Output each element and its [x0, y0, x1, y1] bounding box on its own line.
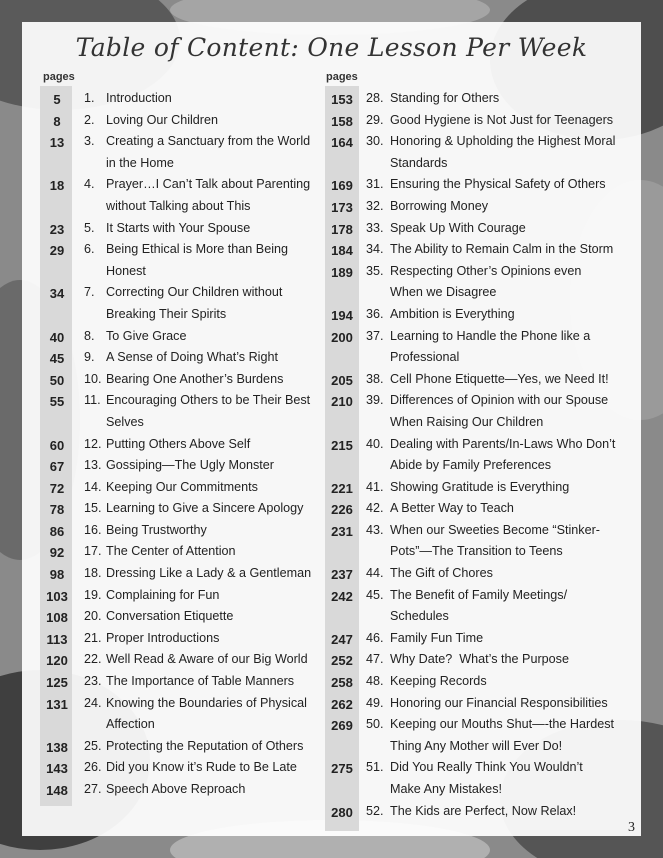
toc-entry — [325, 218, 645, 240]
toc-entry-page: 280 — [331, 804, 353, 820]
toc-entry-title-line: The Gift of Chores — [390, 566, 493, 581]
toc-entry — [40, 477, 360, 499]
toc-entry-number: 27. — [84, 782, 102, 796]
toc-entry-page: 92 — [49, 545, 65, 561]
toc-right-column — [325, 88, 645, 822]
toc-entry-page: 34 — [49, 286, 65, 302]
toc-entry — [325, 757, 645, 800]
toc-entry-page: 60 — [49, 437, 65, 453]
toc-entry-title-line: Family Fun Time — [390, 630, 484, 645]
toc-entry-page: 23 — [49, 221, 65, 237]
toc-entry-title-line: Well Read & Aware of our Big World — [106, 652, 308, 667]
toc-entry-number: 5. — [84, 220, 95, 235]
toc-entry-number: 15. — [84, 501, 102, 516]
toc-entry — [40, 218, 360, 240]
toc-entry-title-line: Good Hygiene is Not Just for Teenagers — [390, 112, 614, 127]
toc-entry — [40, 455, 360, 477]
toc-entry-number: 18. — [84, 566, 102, 581]
toc-entry — [325, 131, 645, 174]
toc-entry-title-line: To Give Grace — [106, 328, 187, 343]
toc-entry-number: 6. — [84, 242, 95, 257]
toc-entry-page: 98 — [49, 567, 65, 583]
toc-entry-title-line: Complaining for Fun — [106, 587, 220, 602]
toc-entry-title-line: Respecting Other’s Opinions even — [390, 263, 582, 278]
toc-entry-title-line: Why Date? What’s the Purpose — [390, 652, 569, 667]
page-title: Table of Content: One Lesson Per Week — [75, 33, 588, 62]
toc-entry-number: 29. — [366, 112, 384, 127]
toc-entry-title-line: A Better Way to Teach — [390, 501, 514, 516]
toc-entry-title-line: Professional — [390, 350, 460, 365]
toc-entry — [40, 88, 360, 110]
toc-entry-page: 231 — [331, 523, 353, 539]
toc-entry — [40, 671, 360, 693]
toc-entry-number: 51. — [366, 760, 384, 775]
toc-entry-page: 18 — [49, 178, 65, 194]
toc-entry-title-line: Selves — [106, 414, 144, 429]
toc-entry-number: 46. — [366, 630, 384, 645]
toc-entry-number: 34. — [366, 242, 384, 257]
toc-entry — [325, 174, 645, 196]
toc-entry-title-line: in the Home — [106, 155, 174, 170]
toc-entry-title-line: Knowing the Boundaries of Physical — [106, 695, 307, 710]
toc-entry-title-line: Correcting Our Children without — [106, 285, 283, 300]
toc-entry-number: 10. — [84, 371, 102, 386]
toc-entry-title-line: Pots”—The Transition to Teens — [390, 544, 563, 559]
toc-entry-number: 14. — [84, 479, 102, 494]
toc-entry — [40, 390, 360, 433]
toc-entry-title-line: Gossiping—The Ugly Monster — [106, 458, 274, 473]
toc-entry-title-line: Speech Above Reproach — [106, 782, 246, 796]
toc-entry-number: 39. — [366, 393, 384, 408]
toc-entry-number: 13. — [84, 458, 102, 473]
toc-entry-number: 1. — [84, 91, 95, 105]
toc-entry — [325, 563, 645, 585]
toc-entry — [40, 628, 360, 650]
toc-entry-number: 2. — [84, 112, 95, 127]
toc-entry-number: 52. — [366, 803, 384, 818]
toc-entry-title-line: Conversation Etiquette — [106, 609, 234, 624]
toc-entry-page: 50 — [49, 372, 65, 388]
toc-entry-title-line: When Raising Our Children — [390, 414, 544, 429]
toc-entry-number: 40. — [366, 436, 384, 451]
toc-entry — [40, 649, 360, 671]
toc-entry-page: 262 — [331, 696, 353, 712]
toc-entry-number: 31. — [366, 177, 384, 192]
toc-entry — [40, 520, 360, 542]
toc-entry-page: 131 — [46, 696, 68, 712]
toc-entry-number: 37. — [366, 328, 384, 343]
toc-entry-number: 28. — [366, 91, 384, 105]
toc-entry — [40, 239, 360, 282]
toc-entry-page: 78 — [49, 502, 65, 518]
toc-entry-title-line: Protecting the Reputation of Others — [106, 738, 304, 753]
toc-entry-page: 189 — [331, 264, 353, 280]
toc-entry-title-line: The Kids are Perfect, Now Relax! — [390, 803, 577, 818]
toc-entry — [40, 585, 360, 607]
toc-entry-page: 40 — [49, 329, 65, 345]
toc-entry-page: 67 — [49, 459, 65, 475]
page-number: 3 — [628, 820, 635, 835]
toc-entry-number: 30. — [366, 134, 384, 149]
toc-entry-title-line: When our Sweeties Become “Stinker- — [390, 522, 600, 537]
toc-entry — [40, 369, 360, 391]
toc-entry-title-line: Ensuring the Physical Safety of Others — [390, 177, 606, 192]
toc-entry — [325, 585, 645, 628]
toc-entry-number: 8. — [84, 328, 95, 343]
toc-entry-title-line: The Center of Attention — [106, 544, 236, 559]
toc-entry-title-line: Schedules — [390, 609, 449, 624]
toc-entry-page: 13 — [49, 135, 65, 151]
toc-entry-page: 269 — [331, 718, 353, 734]
toc-entry-title-line: Honest — [106, 263, 146, 278]
toc-entry-page: 158 — [331, 113, 353, 129]
toc-entry — [40, 434, 360, 456]
toc-entry-page: 184 — [331, 243, 353, 259]
toc-entry-number: 19. — [84, 587, 102, 602]
toc-entry-number: 44. — [366, 566, 384, 581]
toc-entry-title-line: Did you Know it’s Rude to Be Late — [106, 760, 297, 775]
toc-entry-title-line: Abide by Family Preferences — [390, 458, 551, 473]
toc-entry — [325, 196, 645, 218]
toc-entry — [325, 649, 645, 671]
toc-entry-number: 11. — [84, 393, 101, 408]
toc-entry-title-line: Keeping our Mouths Shut—-the Hardest — [390, 717, 615, 732]
toc-entry-number: 47. — [366, 652, 384, 667]
toc-entry-title-line: The Benefit of Family Meetings/ — [390, 587, 568, 602]
toc-entry-page: 55 — [49, 394, 65, 410]
toc-entry-number: 25. — [84, 738, 102, 753]
toc-entry-number: 12. — [84, 436, 102, 451]
toc-entry — [325, 434, 645, 477]
toc-entry-page: 258 — [331, 675, 353, 691]
toc-entry-page: 148 — [46, 783, 68, 798]
toc-entry-title-line: Putting Others Above Self — [106, 436, 251, 451]
toc-entry — [40, 282, 360, 325]
toc-entry-number: 50. — [366, 717, 384, 732]
toc-entry-page: 173 — [331, 199, 353, 215]
toc-entry-title-line: Speak Up With Courage — [390, 220, 526, 235]
toc-entry-number: 36. — [366, 306, 384, 321]
toc-entry — [325, 369, 645, 391]
toc-entry-number: 48. — [366, 674, 384, 689]
toc-entry-number: 49. — [366, 695, 384, 710]
toc-entry-number: 24. — [84, 695, 102, 710]
toc-entry-page: 103 — [46, 588, 68, 604]
toc-entry-page: 108 — [46, 610, 68, 626]
toc-entry-number: 38. — [366, 371, 384, 386]
toc-entry-number: 26. — [84, 760, 102, 775]
toc-entry-page: 226 — [331, 502, 353, 518]
toc-entry — [40, 693, 360, 736]
toc-entry-page: 247 — [331, 631, 353, 647]
toc-entry-number: 21. — [84, 630, 102, 645]
toc-entry-title-line: Dealing with Parents/In-Laws Who Don’t — [390, 436, 616, 451]
toc-entry-page: 237 — [331, 567, 353, 583]
toc-entry — [325, 671, 645, 693]
toc-entry-page: 86 — [49, 523, 65, 539]
toc-entry-title-line: Loving Our Children — [106, 112, 219, 127]
toc-entry-number: 20. — [84, 609, 102, 624]
toc-entry-title-line: Dressing Like a Lady & a Gentleman — [106, 566, 312, 581]
toc-entry — [325, 628, 645, 650]
toc-entry-page: 178 — [331, 221, 353, 237]
toc-entry-number: 7. — [84, 285, 95, 300]
toc-entry-page: 275 — [331, 761, 353, 777]
toc-entry-page: 252 — [331, 653, 353, 669]
toc-entry-title-line: Honoring & Upholding the Highest Moral — [390, 134, 616, 149]
toc-entry-title-line: Bearing One Another’s Burdens — [106, 371, 284, 386]
toc-entry — [325, 801, 645, 823]
toc-entry-number: 22. — [84, 652, 102, 667]
toc-entry — [325, 498, 645, 520]
pages-column-header-left: pages — [43, 71, 75, 83]
toc-entry — [325, 714, 645, 757]
toc-entry-page: 210 — [331, 394, 353, 410]
toc-entry-number: 35. — [366, 263, 384, 278]
toc-entry — [325, 693, 645, 715]
toc-entry — [40, 757, 360, 779]
toc-entry-page: 138 — [46, 739, 68, 755]
toc-entry — [325, 520, 645, 563]
toc-entry — [325, 239, 645, 261]
toc-entry-title-line: Being Ethical is More than Being — [106, 242, 289, 257]
toc-entry-title-line: Honoring our Financial Responsibilities — [390, 695, 608, 710]
toc-entry-title-line: Showing Gratitude is Everything — [390, 479, 570, 494]
toc-entry-title-line: Borrowing Money — [390, 198, 488, 213]
toc-entry-title-line: Standing for Others — [390, 91, 500, 105]
toc-entry-title-line: When we Disagree — [390, 285, 497, 300]
toc-entry — [40, 174, 360, 217]
toc-entry-number: 45. — [366, 587, 384, 602]
toc-entry-title-line: Learning to Give a Sincere Apology — [106, 501, 304, 516]
toc-entry-title-line: The Importance of Table Manners — [106, 674, 295, 689]
toc-entry — [40, 326, 360, 348]
toc-entry-page: 242 — [331, 588, 353, 604]
toc-entry-title-line: Being Trustworthy — [106, 522, 207, 537]
toc-entry-page: 164 — [331, 135, 353, 151]
toc-entry — [40, 347, 360, 369]
toc-entry-title-line: Proper Introductions — [106, 630, 220, 645]
toc-entry-page: 120 — [46, 653, 68, 669]
toc-entry-page: 194 — [331, 307, 353, 323]
toc-entry-page: 29 — [49, 243, 65, 259]
toc-entry — [40, 110, 360, 132]
toc-entry — [325, 88, 645, 110]
toc-left-column — [40, 88, 360, 801]
toc-entry — [325, 326, 645, 369]
toc-entry-title-line: Learning to Handle the Phone like a — [390, 328, 591, 343]
toc-entry-title-line: It Starts with Your Spouse — [106, 220, 251, 235]
toc-entry — [325, 261, 645, 304]
toc-entry-title-line: Cell Phone Etiquette—Yes, we Need It! — [390, 371, 609, 386]
toc-entry — [325, 110, 645, 132]
toc-entry-title-line: Introduction — [106, 91, 172, 105]
toc-entry-page: 153 — [331, 92, 353, 107]
toc-entry-title-line: Ambition is Everything — [390, 306, 515, 321]
toc-entry — [40, 563, 360, 585]
toc-entry-title-line: Standards — [390, 155, 448, 170]
toc-entry — [325, 390, 645, 433]
toc-entry-title-line: Creating a Sanctuary from the World — [106, 134, 311, 149]
toc-entry-page: 125 — [46, 675, 68, 691]
toc-entry-title-line: Did You Really Think You Wouldn’t — [390, 760, 583, 775]
toc-entry-number: 33. — [366, 220, 384, 235]
toc-entry-page: 205 — [331, 372, 353, 388]
toc-entry-number: 43. — [366, 522, 384, 537]
toc-entry-number: 4. — [84, 177, 95, 192]
toc-entry-number: 23. — [84, 674, 102, 689]
toc-entry-title-line: Differences of Opinion with our Spouse — [390, 393, 609, 408]
toc-entry-page: 72 — [49, 480, 65, 496]
toc-entry-number: 16. — [84, 522, 102, 537]
toc-entry-title-line: Affection — [106, 717, 155, 732]
toc-entry-title-line: Breaking Their Spirits — [106, 306, 227, 321]
toc-entry-page: 143 — [46, 761, 68, 777]
toc-entry — [40, 498, 360, 520]
toc-entry — [40, 131, 360, 174]
toc-entry — [40, 606, 360, 628]
toc-entry-title-line: without Talking about This — [106, 198, 251, 213]
toc-entry-title-line: Encouraging Others to be Their Best — [106, 393, 311, 408]
toc-entry-page: 45 — [49, 351, 65, 367]
toc-entry-title-line: Prayer…I Can’t Talk about Parenting — [106, 177, 311, 192]
toc-entry — [40, 736, 360, 758]
toc-entry — [325, 477, 645, 499]
toc-entry-page: 200 — [331, 329, 353, 345]
toc-entry — [40, 541, 360, 563]
toc-entry-title-line: Keeping Records — [390, 674, 487, 689]
toc-entry-page: 113 — [46, 631, 68, 647]
toc-entry-title-line: A Sense of Doing What’s Right — [106, 350, 278, 365]
toc-entry — [325, 304, 645, 326]
toc-entry-page: 8 — [53, 113, 61, 129]
pages-column-header-right: pages — [326, 71, 358, 83]
toc-entry-number: 41. — [366, 479, 384, 494]
toc-entry-number: 17. — [84, 544, 102, 559]
toc-entry-number: 3. — [84, 134, 95, 149]
toc-entry-page: 215 — [331, 437, 353, 453]
toc-entry-page: 221 — [331, 480, 353, 496]
toc-entry-page: 169 — [331, 178, 353, 194]
toc-entry-title-line: Make Any Mistakes! — [390, 782, 502, 796]
toc-entry-number: 32. — [366, 198, 384, 213]
toc-entry-page: 5 — [53, 92, 61, 107]
toc-entry-title-line: Keeping Our Commitments — [106, 479, 258, 494]
toc-entry-title-line: Thing Any Mother will Ever Do! — [390, 738, 563, 753]
toc-entry — [40, 779, 360, 801]
toc-entry-number: 9. — [84, 350, 95, 365]
toc-entry-title-line: The Ability to Remain Calm in the Storm — [390, 242, 614, 257]
toc-entry-number: 42. — [366, 501, 384, 516]
